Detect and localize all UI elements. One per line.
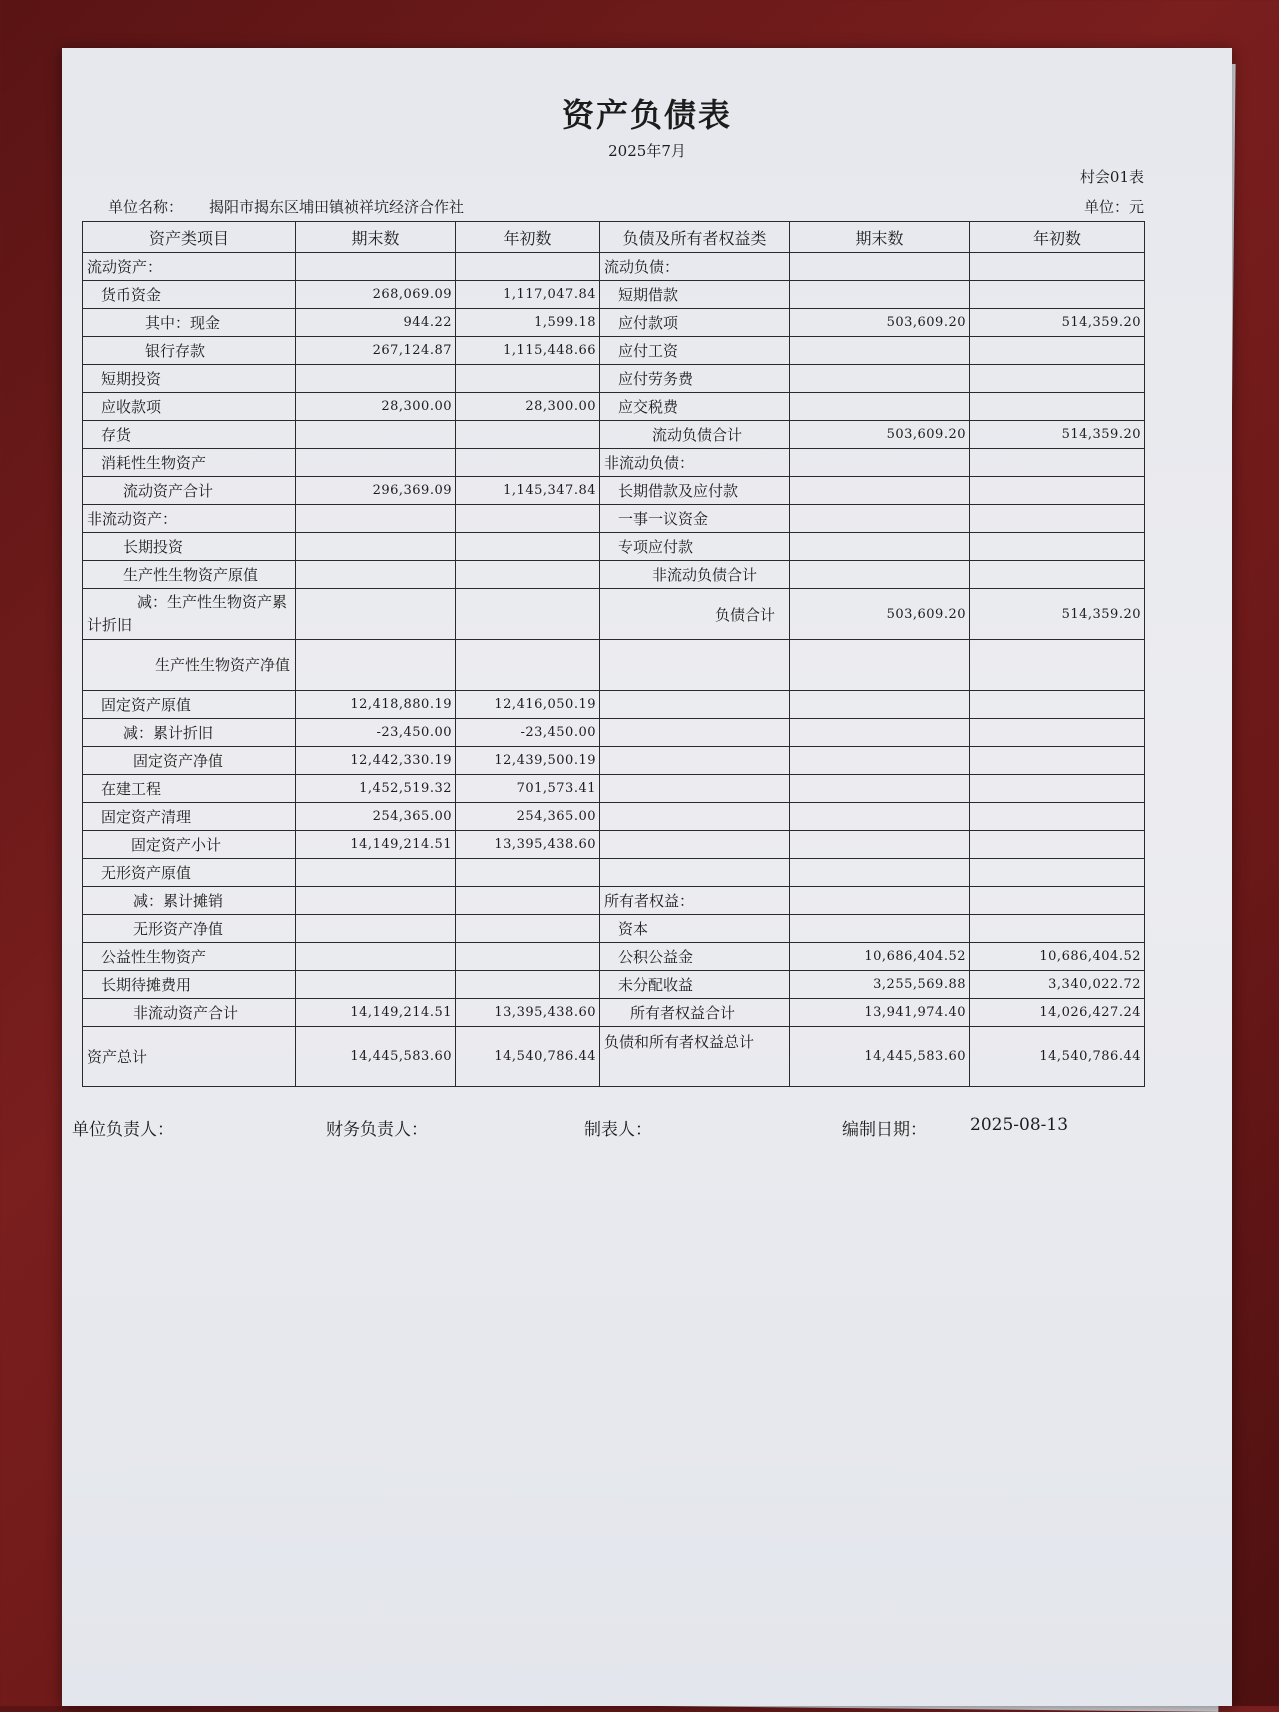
asset-item: 短期投资 (83, 365, 296, 393)
header-liability-end: 期末数 (790, 222, 970, 253)
asset-item: 应收款项 (83, 393, 296, 421)
liability-end-value (790, 505, 970, 533)
page-title: 资产负债表 (561, 96, 732, 134)
asset-end-value (296, 915, 456, 943)
liability-end-value: 10,686,404.52 (790, 943, 970, 971)
asset-end-value: -23,450.00 (296, 719, 456, 747)
table-row (83, 943, 1145, 971)
asset-item: 流动资产合计 (83, 477, 296, 505)
asset-begin-value: 1,145,347.84 (456, 477, 600, 505)
table-row (83, 421, 1145, 449)
balance-sheet-paper (62, 48, 1232, 1706)
liability-end-value (790, 691, 970, 719)
liability-begin-value (970, 915, 1145, 943)
table-row (83, 887, 1145, 915)
liability-begin-value (970, 365, 1145, 393)
liability-begin-value: 514,359.20 (970, 589, 1145, 640)
table-row (83, 859, 1145, 887)
asset-item: 长期待摊费用 (83, 971, 296, 999)
liability-begin-value (970, 747, 1145, 775)
liability-item (600, 775, 790, 803)
unit-head-signature: 单位负责人： (72, 1120, 174, 1140)
preparer-signature: 制表人： (584, 1120, 652, 1140)
asset-item: 无形资产净值 (83, 915, 296, 943)
form-number: 村会01表 (1079, 168, 1144, 186)
table-row (83, 281, 1145, 309)
asset-begin-value (456, 561, 600, 589)
liability-end-value (790, 640, 970, 691)
liability-item: 应付款项 (600, 309, 790, 337)
liability-item (600, 747, 790, 775)
asset-end-value (296, 449, 456, 477)
asset-begin-value: -23,450.00 (456, 719, 600, 747)
asset-item: 消耗性生物资产 (83, 449, 296, 477)
asset-end-value (296, 887, 456, 915)
asset-begin-value (456, 421, 600, 449)
liability-end-value: 13,941,974.40 (790, 999, 970, 1027)
liability-end-value (790, 449, 970, 477)
table-row (83, 589, 1145, 640)
asset-begin-value: 1,115,448.66 (456, 337, 600, 365)
asset-item: 资产总计 (83, 1027, 296, 1087)
table-row (83, 999, 1145, 1027)
table-row (83, 747, 1145, 775)
table-row (83, 691, 1145, 719)
table-row (83, 561, 1145, 589)
liability-end-value (790, 775, 970, 803)
asset-end-value: 14,149,214.51 (296, 999, 456, 1027)
liability-begin-value (970, 775, 1145, 803)
liability-end-value (790, 915, 970, 943)
asset-end-value: 12,442,330.19 (296, 747, 456, 775)
asset-end-value (296, 505, 456, 533)
report-period: 2025年7月 (608, 142, 686, 160)
liability-begin-value (970, 393, 1145, 421)
finance-head-signature: 财务负责人： (326, 1120, 428, 1140)
liability-end-value: 503,609.20 (790, 421, 970, 449)
asset-item: 固定资产原值 (83, 691, 296, 719)
unit-name-line (108, 196, 464, 217)
asset-end-value (296, 640, 456, 691)
table-row (83, 309, 1145, 337)
header-liability-item: 负债及所有者权益类 (600, 222, 790, 253)
liability-begin-value: 3,340,022.72 (970, 971, 1145, 999)
liability-end-value (790, 831, 970, 859)
asset-end-value: 268,069.09 (296, 281, 456, 309)
asset-end-value (296, 253, 456, 281)
liability-begin-value: 14,026,427.24 (970, 999, 1145, 1027)
liability-end-value (790, 747, 970, 775)
asset-begin-value: 701,573.41 (456, 775, 600, 803)
liability-begin-value (970, 691, 1145, 719)
table-row (83, 393, 1145, 421)
table-row (83, 253, 1145, 281)
asset-item: 减：累计摊销 (83, 887, 296, 915)
table-row (83, 640, 1145, 691)
table-row (83, 449, 1145, 477)
liability-item: 流动负债： (600, 253, 790, 281)
asset-item: 在建工程 (83, 775, 296, 803)
liability-item: 公积公益金 (600, 943, 790, 971)
asset-end-value (296, 943, 456, 971)
unit-name-value: 揭阳市揭东区埔田镇祯祥坑经济合作社 (209, 198, 465, 216)
liability-begin-value (970, 253, 1145, 281)
asset-item: 生产性生物资产净值 (83, 640, 296, 691)
liability-item (600, 640, 790, 691)
asset-item: 长期投资 (83, 533, 296, 561)
asset-begin-value (456, 533, 600, 561)
liability-begin-value (970, 887, 1145, 915)
liability-item: 资本 (600, 915, 790, 943)
liability-begin-value (970, 640, 1145, 691)
liability-item: 短期借款 (600, 281, 790, 309)
liability-end-value: 503,609.20 (790, 589, 970, 640)
asset-begin-value: 1,117,047.84 (456, 281, 600, 309)
liability-end-value (790, 561, 970, 589)
asset-end-value: 267,124.87 (296, 337, 456, 365)
prepared-date-label: 编制日期： (842, 1120, 927, 1140)
liability-item: 非流动负债： (600, 449, 790, 477)
asset-end-value (296, 561, 456, 589)
header-asset-item: 资产类项目 (83, 222, 296, 253)
liability-item: 负债和所有者权益总计 (600, 1027, 790, 1087)
asset-item: 公益性生物资产 (83, 943, 296, 971)
liability-end-value (790, 803, 970, 831)
liability-begin-value: 14,540,786.44 (970, 1027, 1145, 1087)
liability-item: 应付工资 (600, 337, 790, 365)
asset-end-value (296, 859, 456, 887)
asset-begin-value: 12,439,500.19 (456, 747, 600, 775)
liability-begin-value (970, 337, 1145, 365)
liability-begin-value (970, 803, 1145, 831)
header-liability-begin: 年初数 (970, 222, 1145, 253)
liability-end-value: 14,445,583.60 (790, 1027, 970, 1087)
liability-item: 所有者权益合计 (600, 999, 790, 1027)
liability-item: 应付劳务费 (600, 365, 790, 393)
asset-begin-value (456, 253, 600, 281)
liability-item: 流动负债合计 (600, 421, 790, 449)
liability-begin-value (970, 449, 1145, 477)
liability-end-value (790, 887, 970, 915)
prepared-date: 2025-08-13 (970, 1115, 1069, 1135)
asset-item: 固定资产小计 (83, 831, 296, 859)
asset-end-value (296, 589, 456, 640)
table-row (83, 533, 1145, 561)
liability-end-value (790, 365, 970, 393)
asset-end-value: 296,369.09 (296, 477, 456, 505)
table-row (83, 719, 1145, 747)
asset-begin-value (456, 971, 600, 999)
asset-begin-value: 254,365.00 (456, 803, 600, 831)
liability-item: 专项应付款 (600, 533, 790, 561)
asset-begin-value (456, 505, 600, 533)
liability-item (600, 859, 790, 887)
table-row (83, 831, 1145, 859)
header-asset-begin: 年初数 (456, 222, 600, 253)
unit-name-label: 单位名称： (108, 198, 184, 216)
liability-begin-value (970, 505, 1145, 533)
liability-begin-value (970, 281, 1145, 309)
liability-begin-value: 514,359.20 (970, 309, 1145, 337)
liability-end-value (790, 719, 970, 747)
asset-end-value (296, 971, 456, 999)
liability-item (600, 803, 790, 831)
asset-begin-value (456, 859, 600, 887)
asset-begin-value: 13,395,438.60 (456, 999, 600, 1027)
table-row (83, 505, 1145, 533)
liability-item: 所有者权益： (600, 887, 790, 915)
liability-item: 长期借款及应付款 (600, 477, 790, 505)
asset-end-value (296, 365, 456, 393)
asset-item: 固定资产净值 (83, 747, 296, 775)
asset-end-value (296, 421, 456, 449)
balance-table (82, 221, 1145, 1087)
asset-begin-value (456, 943, 600, 971)
liability-end-value: 503,609.20 (790, 309, 970, 337)
liability-begin-value (970, 477, 1145, 505)
asset-item: 流动资产： (83, 253, 296, 281)
asset-end-value (296, 533, 456, 561)
liability-begin-value: 10,686,404.52 (970, 943, 1145, 971)
liability-end-value: 3,255,569.88 (790, 971, 970, 999)
asset-end-value: 944.22 (296, 309, 456, 337)
table-row-total (83, 1027, 1145, 1087)
asset-begin-value (456, 640, 600, 691)
asset-end-value: 1,452,519.32 (296, 775, 456, 803)
asset-begin-value: 12,416,050.19 (456, 691, 600, 719)
asset-item: 生产性生物资产原值 (83, 561, 296, 589)
asset-begin-value: 13,395,438.60 (456, 831, 600, 859)
asset-begin-value (456, 887, 600, 915)
table-row (83, 803, 1145, 831)
asset-item: 减：累计折旧 (83, 719, 296, 747)
liability-end-value (790, 253, 970, 281)
asset-begin-value (456, 365, 600, 393)
asset-begin-value: 14,540,786.44 (456, 1027, 600, 1087)
liability-begin-value (970, 533, 1145, 561)
liability-begin-value (970, 719, 1145, 747)
table-row (83, 971, 1145, 999)
table-row (83, 915, 1145, 943)
asset-end-value: 254,365.00 (296, 803, 456, 831)
asset-item: 货币资金 (83, 281, 296, 309)
liability-begin-value (970, 561, 1145, 589)
table-row (83, 775, 1145, 803)
liability-end-value (790, 859, 970, 887)
liability-item: 一事一议资金 (600, 505, 790, 533)
liability-end-value (790, 477, 970, 505)
asset-begin-value (456, 589, 600, 640)
liability-item (600, 691, 790, 719)
asset-begin-value: 1,599.18 (456, 309, 600, 337)
liability-end-value (790, 393, 970, 421)
table-row (83, 337, 1145, 365)
liability-begin-value (970, 859, 1145, 887)
asset-end-value: 28,300.00 (296, 393, 456, 421)
liability-begin-value (970, 831, 1145, 859)
asset-end-value: 12,418,880.19 (296, 691, 456, 719)
liability-item: 非流动负债合计 (600, 561, 790, 589)
asset-item: 其中：现金 (83, 309, 296, 337)
asset-item: 存货 (83, 421, 296, 449)
liability-item (600, 719, 790, 747)
asset-item: 减：生产性生物资产累计折旧 (83, 589, 296, 640)
asset-item: 非流动资产合计 (83, 999, 296, 1027)
liability-begin-value: 514,359.20 (970, 421, 1145, 449)
currency-unit: 单位：元 (1083, 198, 1144, 216)
asset-end-value: 14,445,583.60 (296, 1027, 456, 1087)
header-asset-end: 期末数 (296, 222, 456, 253)
asset-item: 固定资产清理 (83, 803, 296, 831)
liability-item (600, 831, 790, 859)
liability-end-value (790, 337, 970, 365)
table-row (83, 365, 1145, 393)
liability-item: 未分配收益 (600, 971, 790, 999)
liability-end-value (790, 533, 970, 561)
liability-item: 负债合计 (600, 589, 790, 640)
asset-item: 非流动资产： (83, 505, 296, 533)
table-row (83, 477, 1145, 505)
liability-end-value (790, 281, 970, 309)
asset-item: 无形资产原值 (83, 859, 296, 887)
asset-item: 银行存款 (83, 337, 296, 365)
asset-begin-value (456, 449, 600, 477)
asset-begin-value: 28,300.00 (456, 393, 600, 421)
table-header-row (83, 222, 1145, 253)
liability-item: 应交税费 (600, 393, 790, 421)
asset-begin-value (456, 915, 600, 943)
asset-end-value: 14,149,214.51 (296, 831, 456, 859)
